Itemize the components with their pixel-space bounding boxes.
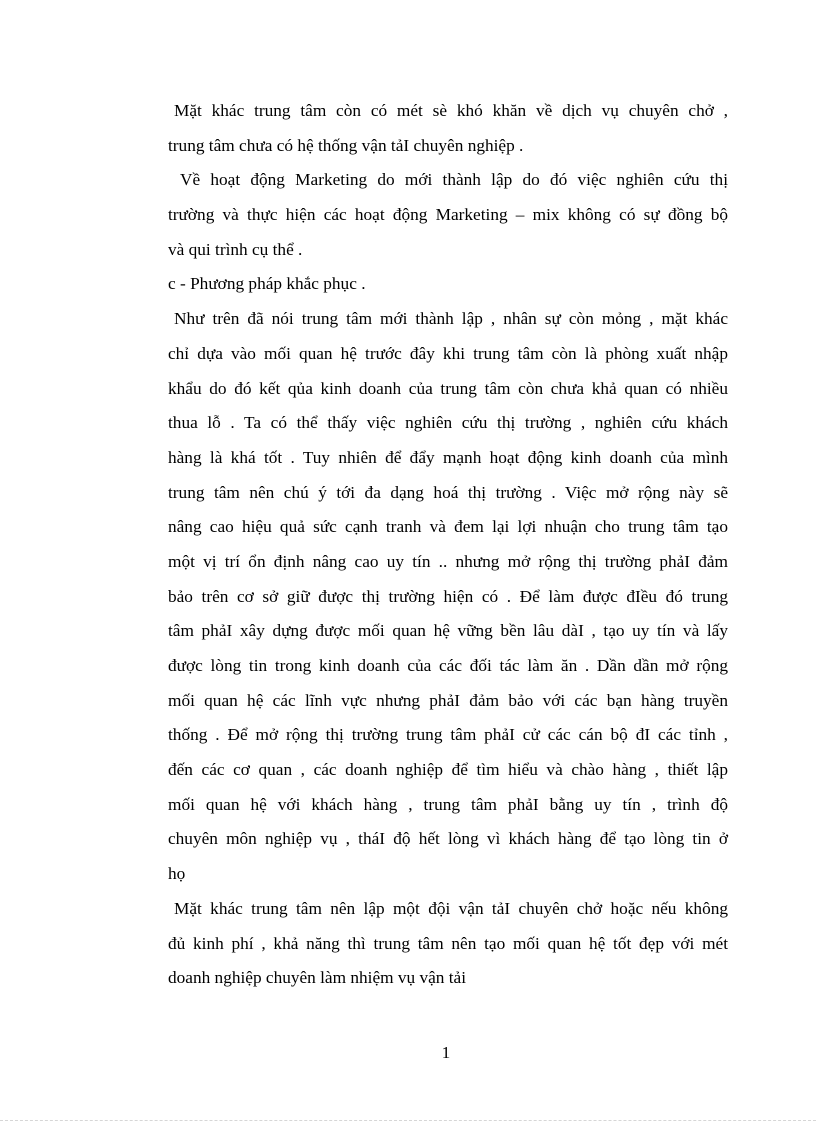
text-line: và qui trình cụ thể . xyxy=(168,239,303,259)
text-line: trung tâm nên chú ý tới đa dạng hoá thị trường . Việc mở rộng này sẽ xyxy=(168,482,728,502)
page-bottom-edge xyxy=(0,1120,816,1121)
text-line: họ xyxy=(168,864,186,884)
text-line: Mặt khác trung tâm còn có mét sè khó khăn về dịch vụ chuyên chở , xyxy=(174,101,728,120)
text-line: Mặt khác trung tâm nên lập một đội vận tảI chuyên chở hoặc nếu không xyxy=(174,898,728,918)
text-line: được lòng tin trong kinh doanh của các đối tác làm ăn . Dần dần mở rộng xyxy=(168,656,728,675)
text-line: một vị trí ổn định nâng cao uy tín .. nhưng mở rộng thị trường phảI đảm xyxy=(168,551,728,571)
text-line: thống . Để mở rộng thị trường trung tâm phảI cử các cán bộ đI các tỉnh , xyxy=(168,725,728,745)
text-line: Về hoạt động Marketing do mới thành lập do đó việc nghiên cứu thị xyxy=(180,170,728,190)
text-line: trường và thực hiện các hoạt động Marketing – mix không có sự đồng bộ xyxy=(168,205,728,225)
text-line: bảo trên cơ sở giữ được thị trường hiện có . Để làm được đIều đó trung xyxy=(168,586,728,606)
text-line: đến các cơ quan , các doanh nghiệp để tìm hiểu và chào hàng , thiết lập xyxy=(168,760,728,780)
text-line: trung tâm chưa có hệ thống vận tảI chuyên nghiệp . xyxy=(168,135,524,155)
text-line: chuyên môn nghiệp vụ , tháI độ hết lòng vì khách hàng để tạo lòng tin ở xyxy=(168,829,728,849)
text-line: khẩu do đó kết qủa kinh doanh của trung tâm còn chưa khả quan có nhiều xyxy=(168,378,728,398)
text-line: đủ kinh phí , khả năng thì trung tâm nên tạo mối quan hệ tốt đẹp với mét xyxy=(168,933,728,953)
text-line: tâm phảI xây dựng được mối quan hệ vững bền lâu dàI , tạo uy tín và lấy xyxy=(168,621,728,641)
text-line: thua lỗ . Ta có thể thấy việc nghiên cứu thị trường , nghiên cứu khách xyxy=(168,413,728,433)
text-line: mối quan hệ các lĩnh vực nhưng phảI đảm bảo với các bạn hàng truyền xyxy=(168,690,728,710)
page-number: 1 xyxy=(441,1043,451,1062)
text-line: c - Phương pháp khắc phục . xyxy=(168,274,366,294)
text-line: nâng cao hiệu quả sức cạnh tranh và đem lại lợi nhuận cho trung tâm tạo xyxy=(168,517,728,537)
text-line: Như trên đã nói trung tâm mới thành lập , nhân sự còn mỏng , mặt khác xyxy=(174,309,728,329)
text-line: chỉ dựa vào mối quan hệ trước đây khi trung tâm còn là phòng xuất nhập xyxy=(168,343,728,363)
text-line: mối quan hệ với khách hàng , trung tâm phảI bằng uy tín , trình độ xyxy=(168,794,728,814)
body-text xyxy=(168,100,728,1002)
text-line: doanh nghiệp chuyên làm nhiệm vụ vận tải xyxy=(168,968,467,988)
text-line: hàng là khá tốt . Tuy nhiên để đẩy mạnh hoạt động kinh doanh của mình xyxy=(168,447,728,467)
